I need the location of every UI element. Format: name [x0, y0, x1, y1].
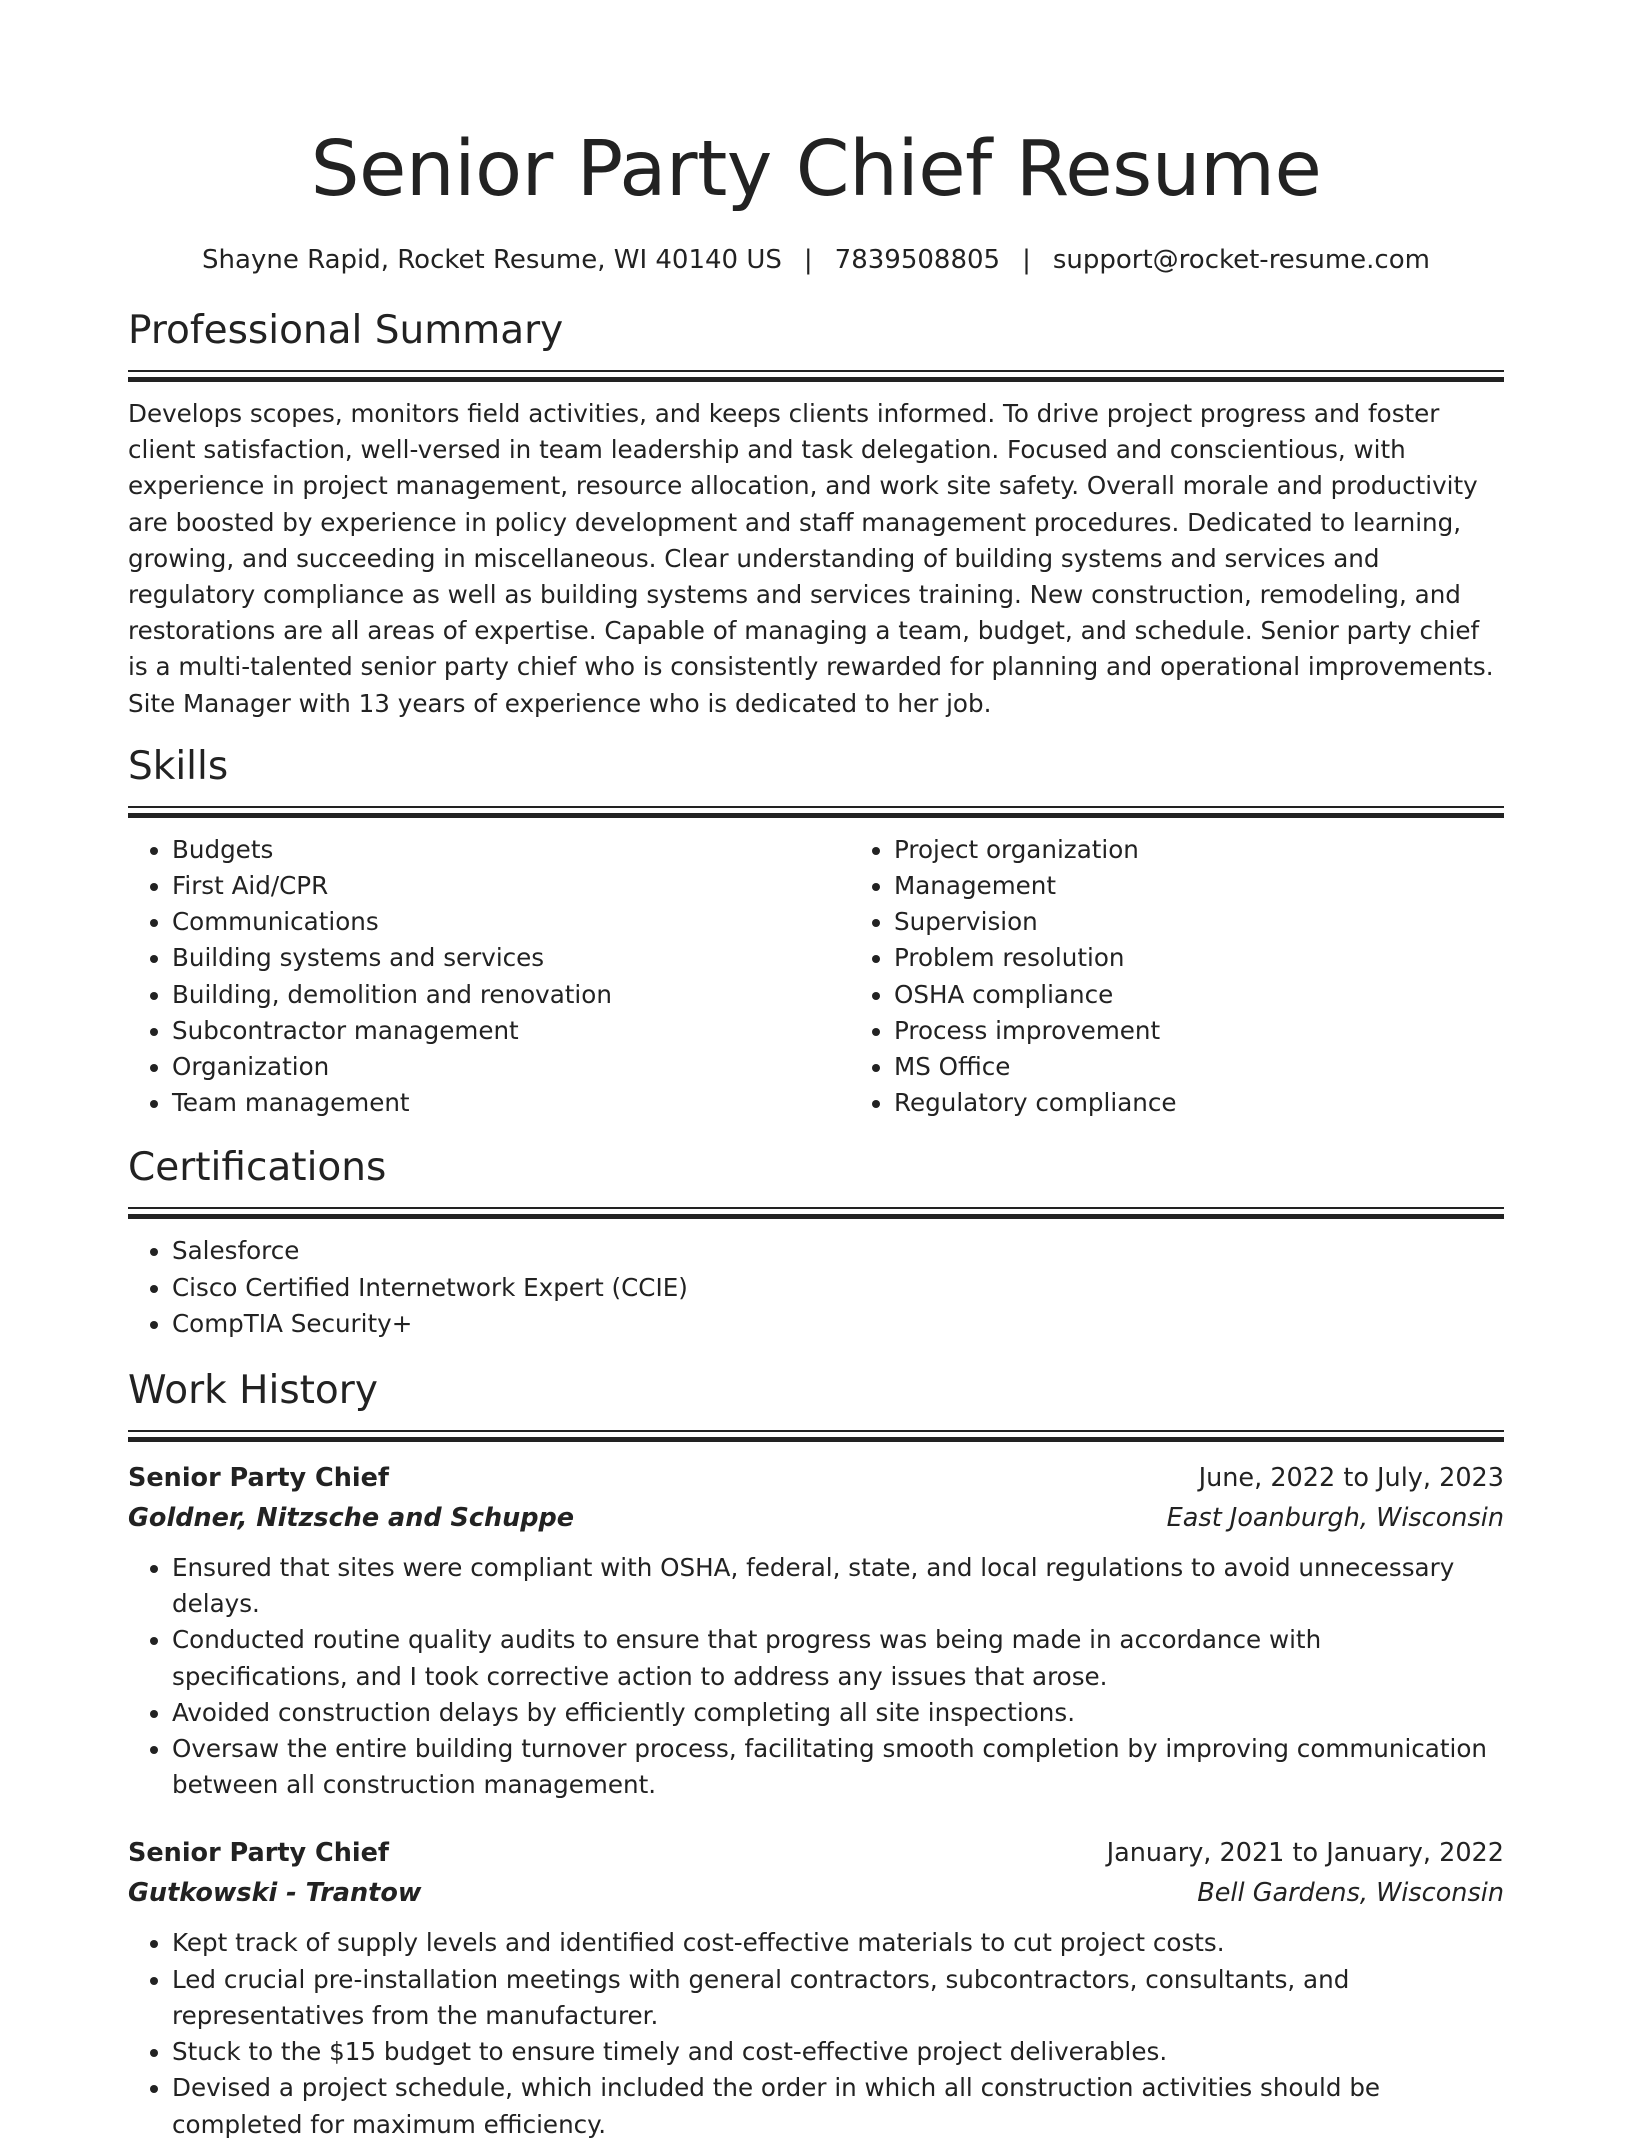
- summary-text: Develops scopes, monitors field activities, and keeps clients informed. To drive project progress and foster client satisfaction, well-versed in team leadership and task delegation. Focused and conscientious, with experience in project management, resource allocation, and work site safety. Overall morale and productivity are boosted by experience in policy development and staff management procedures. Dedicated to learning, growing, and succeeding in miscellaneous. Clear understanding of building systems and services and regulatory compliance as well as building systems and services training. New construction, remodeling, and restorations are all areas of expertise. Capable of managing a team, budget, and schedule. Senior party chief is a multi-talented senior party chief who is consistently rewarded for planning and operational improvements. Site Manager with 13 years of experience who is dedicated to her job.: [128, 399, 1494, 718]
- section-divider: [128, 370, 1504, 382]
- job-bullet: • Oversaw the entire building turnover process, facilitating smooth completion by improving communication between all construction management.: [172, 1731, 1504, 1803]
- contact-separator: |: [803, 245, 813, 275]
- page-title: Senior Party Chief Resume: [310, 125, 1322, 214]
- certifications-list: [128, 1233, 1504, 1342]
- job-company: Goldner, Nitzsche and Schuppe: [128, 1503, 575, 1534]
- skill-item: • Process improvement: [894, 1013, 1572, 1049]
- work-heading: Work History: [128, 1368, 378, 1414]
- contact-phone: 7839508805: [834, 245, 1001, 275]
- summary-section: [128, 304, 1504, 722]
- skill-item: • Budgets: [172, 832, 850, 868]
- job-bullet: • Conducted routine quality audits to ensure that progress was being made in accordance with specifications, and I took corrective action to address any issues that arose.: [172, 1622, 1504, 1694]
- job-title: Senior Party Chief: [128, 1838, 390, 1869]
- skills-heading: Skills: [128, 743, 229, 789]
- skill-item: • OSHA compliance: [894, 977, 1572, 1013]
- job-dates: June, 2022 to July, 2023: [1198, 1463, 1504, 1494]
- certification-item: • Salesforce: [172, 1233, 1504, 1269]
- job-dates: January, 2021 to January, 2022: [1106, 1838, 1504, 1869]
- job-bullet: • Stuck to the $15 budget to ensure timely and cost-effective project deliverables.: [172, 2034, 1504, 2070]
- job-subheader: [128, 1873, 1504, 1913]
- job-bullet: • Avoided construction delays by efficiently completing all site inspections.: [172, 1695, 1504, 1731]
- skill-item: • MS Office: [894, 1049, 1572, 1085]
- job-company: Gutkowski - Trantow: [128, 1878, 422, 1909]
- certification-item: • Cisco Certified Internetwork Expert (CCIE): [172, 1270, 1504, 1306]
- section-divider: [128, 1430, 1504, 1442]
- job-entry: [128, 1458, 1504, 1803]
- contact-separator: |: [1022, 245, 1031, 275]
- section-divider: [128, 1207, 1504, 1219]
- skill-item: • Building, demolition and renovation: [172, 977, 850, 1013]
- job-bullet: • Led crucial pre-installation meetings with general contractors, subcontractors, consultants, and representatives from the manufacturer.: [172, 1962, 1504, 2034]
- skill-item: • Building systems and services: [172, 940, 850, 976]
- skill-item: • Regulatory compliance: [894, 1085, 1572, 1121]
- job-bullet: • Devised a project schedule, which included the order in which all construction activities should be completed for maximum efficiency.: [172, 2070, 1504, 2142]
- skill-item: • Problem resolution: [894, 940, 1572, 976]
- certifications-heading: Certifications: [128, 1145, 387, 1191]
- job-bullets: [128, 1925, 1504, 2142]
- certification-item: • CompTIA Security+: [172, 1306, 1504, 1342]
- contact-address: Shayne Rapid, Rocket Resume, WI 40140 US: [202, 245, 782, 275]
- skill-item: • Project organization: [894, 832, 1572, 868]
- contact-line: [128, 242, 1504, 278]
- job-entry: [128, 1833, 1504, 2142]
- skill-item: • Organization: [172, 1049, 850, 1085]
- skills-section: [128, 740, 1504, 1122]
- skills-columns: [128, 832, 1504, 1122]
- skill-item: • Team management: [172, 1085, 850, 1121]
- skills-list-right: [850, 832, 1572, 1122]
- skill-item: • Supervision: [894, 904, 1572, 940]
- certifications-section: [128, 1141, 1504, 1342]
- skill-item: • Communications: [172, 904, 850, 940]
- skills-list-left: [128, 832, 850, 1122]
- job-header: [128, 1458, 1504, 1498]
- skill-item: • Subcontractor management: [172, 1013, 850, 1049]
- job-header: [128, 1833, 1504, 1873]
- job-bullets: [128, 1550, 1504, 1803]
- skill-item: • Management: [894, 868, 1572, 904]
- section-divider: [128, 806, 1504, 818]
- job-bullet: • Kept track of supply levels and identified cost-effective materials to cut project costs.: [172, 1925, 1504, 1961]
- job-title: Senior Party Chief: [128, 1463, 390, 1494]
- job-bullet: • Ensured that sites were compliant with OSHA, federal, state, and local regulations to avoid unnecessary delays.: [172, 1550, 1504, 1622]
- job-location: Bell Gardens, Wisconsin: [1197, 1878, 1504, 1909]
- skill-item: • First Aid/CPR: [172, 868, 850, 904]
- summary-heading: Professional Summary: [128, 308, 564, 353]
- job-subheader: [128, 1498, 1504, 1538]
- contact-email: support@rocket-resume.com: [1052, 245, 1430, 275]
- job-location: East Joanburgh, Wisconsin: [1166, 1503, 1504, 1534]
- work-section: [128, 1364, 1504, 2143]
